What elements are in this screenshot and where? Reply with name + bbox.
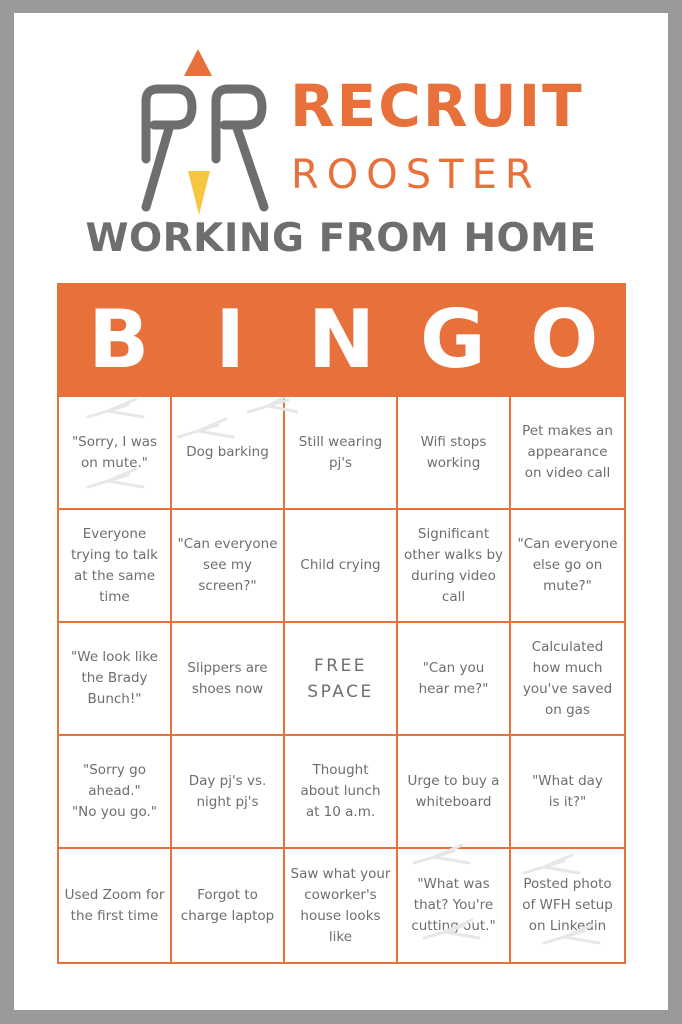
rr-monogram-icon	[140, 49, 270, 219]
bingo-letter-n: N	[307, 293, 375, 386]
bingo-cell: Posted photo of WFH setup on Linkedin	[522, 876, 613, 934]
card-subtitle: WORKING FROM HOME	[85, 216, 597, 261]
bingo-cell: Thought about lunch at 10 a.m.	[285, 736, 398, 849]
bingo-cell: Child crying	[285, 510, 398, 623]
bingo-cell: Saw what your coworker's house looks like	[285, 849, 398, 962]
bingo-cell: Everyone trying to talk at the same time	[59, 510, 172, 623]
bingo-cell: "Sorry, I was on mute."	[59, 397, 172, 510]
bingo-cell: Urge to buy a whiteboard	[398, 736, 511, 849]
bingo-cell: "Can you hear me?"	[398, 623, 511, 736]
bingo-cell: Dog barking	[172, 397, 285, 510]
bingo-cell: "Can everyone else go on mute?"	[511, 510, 624, 623]
bingo-cell: "What day is it?"	[511, 736, 624, 849]
recruit-rooster-logo	[140, 49, 584, 219]
bingo-cell: Day pj's vs. night pj's	[172, 736, 285, 849]
bingo-header	[57, 283, 626, 397]
brand-name-top: RECRUIT	[290, 72, 584, 140]
bingo-card	[14, 13, 668, 1010]
bingo-cell: Significant other walks by during video call	[398, 510, 511, 623]
bingo-cell: Used Zoom for the first time	[59, 849, 172, 962]
bingo-grid	[57, 397, 626, 964]
bingo-cell: Calculated how much you've saved on gas	[511, 623, 624, 736]
brand-name-bottom: ROOSTER	[291, 152, 541, 198]
bingo-letter-i: I	[215, 293, 245, 386]
bingo-letter-b: B	[88, 293, 150, 386]
bingo-cell: Still wearing pj's	[285, 397, 398, 510]
bingo-cell: "Can everyone see my screen?"	[172, 510, 285, 623]
bingo-cell: "What was that? You're cutting out."	[398, 849, 511, 962]
bingo-cell: Pet makes an appearance on video call	[511, 397, 624, 510]
bingo-cell: Wifi stops working	[398, 397, 511, 510]
bingo-letter-o: O	[530, 293, 599, 386]
bingo-cell: "Sorry go ahead." "No you go."	[59, 736, 172, 849]
bingo-cell: Slippers are shoes now	[172, 623, 285, 736]
bingo-cell: Forgot to charge laptop	[172, 849, 285, 962]
free-space-cell: FREE SPACE	[285, 623, 398, 736]
bingo-letter-g: G	[420, 293, 486, 386]
bingo-cell: "We look like the Brady Bunch!"	[59, 623, 172, 736]
